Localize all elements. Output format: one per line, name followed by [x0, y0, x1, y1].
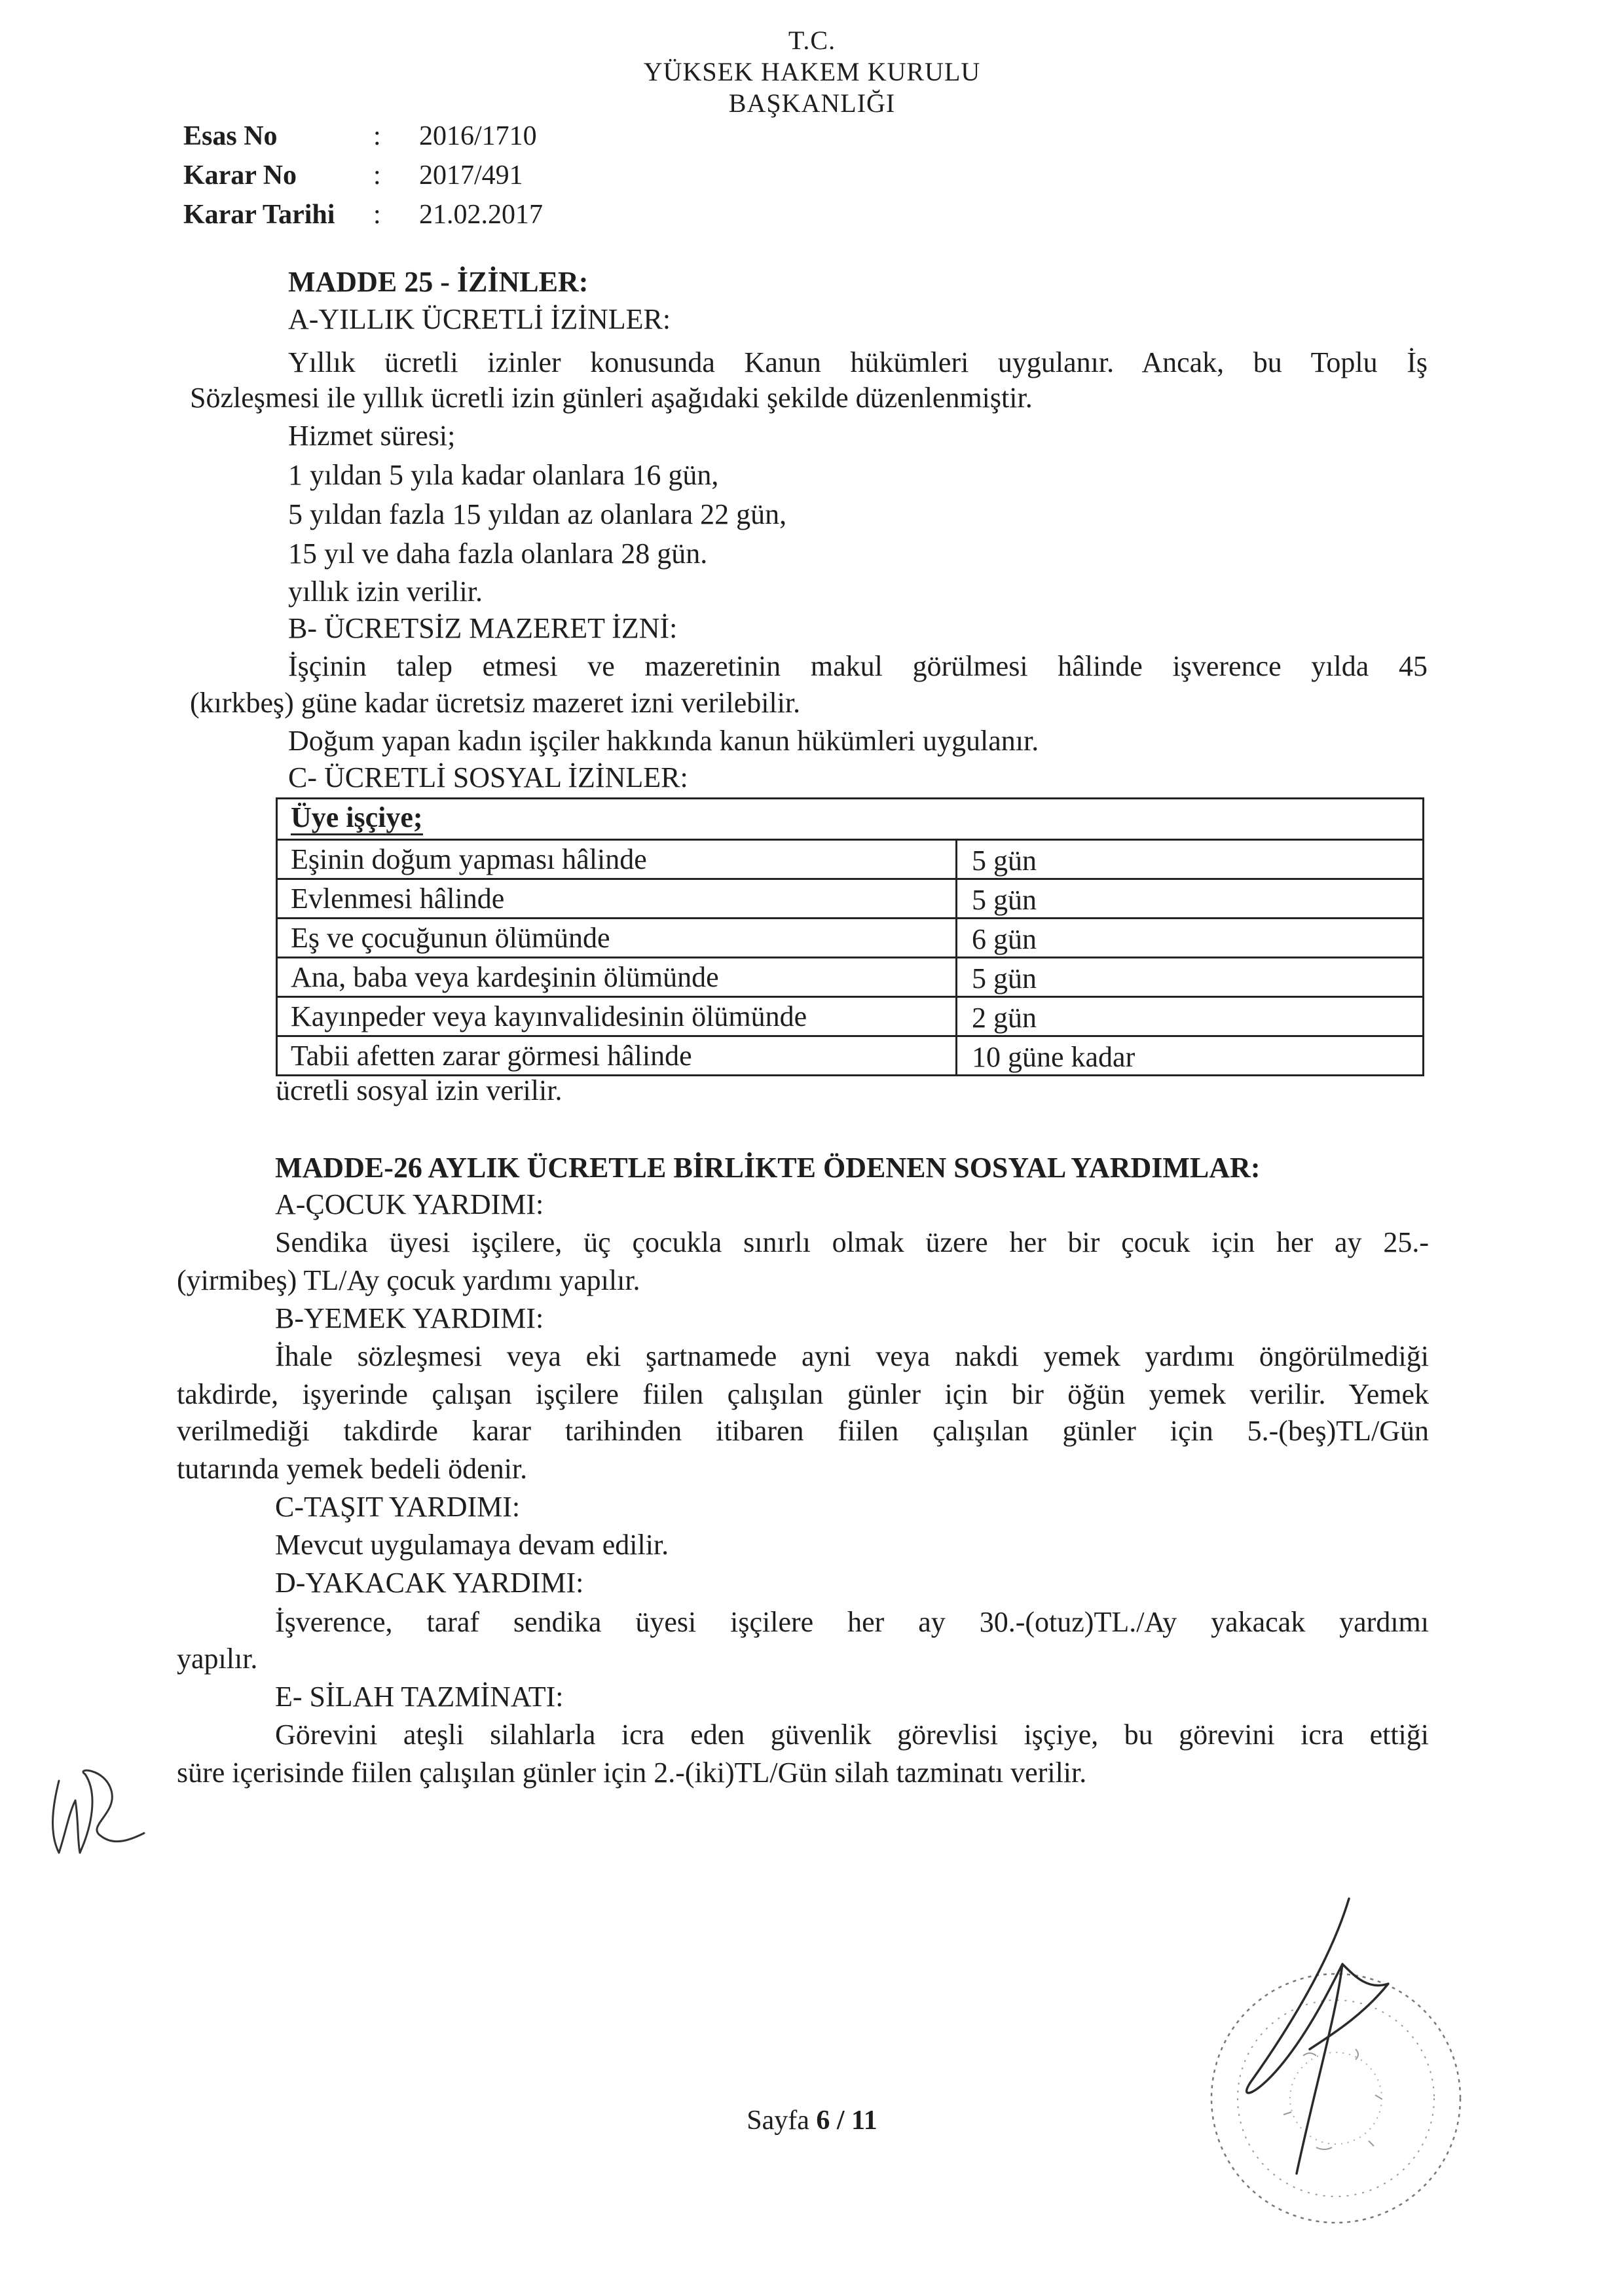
table-header: Üye işçiye;: [278, 799, 423, 839]
article-25-b-paragraph-2: Doğum yapan kadın işçiler hakkında kanun hükümleri uygulanır.: [288, 725, 1039, 757]
article-25-b-title: B- ÜCRETSİZ MAZERET İZNİ:: [288, 612, 678, 644]
page-count: 6 / 11: [816, 2105, 877, 2136]
table-cell-days: 6 gün: [972, 923, 1037, 955]
table-row: [278, 917, 1422, 957]
social-leave-table: [276, 797, 1424, 1076]
article-26-d-line1: İşverence, taraf sendika üyesi işçilere her ay 30.-(otuz)TL./Ay yakacak yardımı: [275, 1606, 1429, 1638]
header-presidency: BAŞKANLIĞI: [728, 88, 896, 118]
table-cell-event: Tabii afetten zarar görmesi hâlinde: [278, 1037, 957, 1074]
article-26-e-line1: Görevini ateşli silahlarla icra eden güvenlik görevlisi işçiye, bu görevini icra ettiği: [275, 1719, 1429, 1751]
article-26-e-title: E- SİLAH TAZMİNATI:: [275, 1681, 564, 1713]
leave-tier-3: 15 yıl ve daha fazla olanlara 28 gün.: [288, 538, 708, 570]
article-26-b-line3: verilmediği takdirde karar tarihinden itibaren fiilen çalışılan günler için 5.-(beş)TL/Gün: [177, 1415, 1429, 1447]
article-26-b-line2: takdirde, işyerinde çalışan işçilere fiilen çalışılan günler için bir öğün yemek verilir. Yemek: [177, 1378, 1429, 1410]
service-duration-label: Hizmet süresi;: [288, 420, 456, 452]
meta-esas: [183, 117, 543, 156]
table-cell-event: Kayınpeder veya kayınvalidesinin ölümünde: [278, 998, 957, 1035]
article-26-c-line1: Mevcut uygulamaya devam edilir.: [275, 1529, 669, 1561]
meta-sep: :: [373, 200, 381, 230]
table-cell-days: 2 gün: [972, 1002, 1037, 1034]
article-26-b-line4: tutarında yemek bedeli ödenir.: [177, 1453, 528, 1485]
table-row: [278, 1035, 1422, 1074]
article-26-e-line2: süre içerisinde fiilen çalışılan günler için 2.-(iki)TL/Gün silah tazminatı verilir.: [177, 1757, 1087, 1789]
leave-granted-line: yıllık izin verilir.: [288, 575, 483, 608]
leave-tier-2: 5 yıldan fazla 15 yıldan az olanlara 22 gün,: [288, 498, 787, 530]
meta-esas-value: 2016/1710: [419, 121, 537, 151]
table-cell-event: Eş ve çocuğunun ölümünde: [278, 919, 957, 957]
meta-esas-label: Esas No: [183, 121, 278, 151]
case-meta: [183, 117, 543, 234]
header-institution: YÜKSEK HAKEM KURULU: [643, 57, 981, 86]
table-cell-days: 5 gün: [972, 845, 1037, 877]
initials-signature: [39, 1755, 151, 1866]
article-26-a-line1: Sendika üyesi işçilere, üç çocukla sınırlı olmak üzere her bir çocuk için her ay 25.-: [275, 1226, 1429, 1258]
article-25-a-title: A-YILLIK ÜCRETLİ İZİNLER:: [288, 303, 671, 335]
article-25-c-title: C- ÜCRETLİ SOSYAL İZİNLER:: [288, 761, 688, 793]
article-26-c-title: C-TAŞIT YARDIMI:: [275, 1491, 521, 1523]
table-footnote: ücretli sosyal izin verilir.: [276, 1074, 563, 1106]
article-26-a-line2: (yirmibeş) TL/Ay çocuk yardımı yapılır.: [177, 1264, 640, 1296]
page-number: [0, 2105, 1624, 2136]
meta-karar-label: Karar No: [183, 160, 297, 191]
meta-tarih-label: Karar Tarihi: [183, 200, 335, 230]
meta-tarih-value: 21.02.2017: [419, 200, 543, 230]
article-26-b-title: B-YEMEK YARDIMI:: [275, 1302, 544, 1334]
table-cell-days: 10 güne kadar: [972, 1041, 1135, 1073]
article-26-title: MADDE-26 AYLIK ÜCRETLE BİRLİKTE ÖDENEN SOSYAL YARDIMLAR:: [275, 1152, 1261, 1184]
table-cell-days: 5 gün: [972, 962, 1037, 994]
article-25-a-paragraph-line1: Yıllık ücretli izinler konusunda Kanun hükümleri uygulanır. Ancak, bu Toplu İş: [288, 346, 1428, 378]
signature: [1231, 1886, 1428, 2193]
article-25-b-paragraph-line1: İşçinin talep etmesi ve mazeretinin makul görülmesi hâlinde işverence yılda 45: [288, 650, 1428, 682]
table-cell-days: 5 gün: [972, 884, 1037, 916]
article-26-d-line2: yapılır.: [177, 1643, 258, 1675]
table-row: [278, 957, 1422, 996]
table-row: [278, 839, 1422, 878]
leave-tier-1: 1 yıldan 5 yıla kadar olanlara 16 gün,: [288, 459, 719, 491]
table-row: [278, 878, 1422, 917]
table-cell-event: Evlenmesi hâlinde: [278, 880, 957, 917]
article-26-d-title: D-YAKACAK YARDIMI:: [275, 1567, 584, 1599]
meta-tarih: [183, 195, 543, 234]
page-prefix: Sayfa: [747, 2105, 809, 2136]
meta-karar: [183, 156, 543, 195]
article-26-a-title: A-ÇOCUK YARDIMI:: [275, 1188, 544, 1220]
article-25-b-paragraph-line2: (kırkbeş) güne kadar ücretsiz mazeret izni verilebilir.: [190, 687, 801, 719]
article-25-a-paragraph-line2: Sözleşmesi ile yıllık ücretli izin günleri aşağıdaki şekilde düzenlenmiştir.: [190, 382, 1033, 414]
meta-sep: :: [373, 121, 381, 151]
article-26-b-line1: İhale sözleşmesi veya eki şartnamede ayni veya nakdi yemek yardımı öngörülmediği: [275, 1340, 1429, 1372]
table-row: [278, 996, 1422, 1035]
table-cell-event: Eşinin doğum yapması hâlinde: [278, 841, 957, 878]
meta-sep: :: [373, 160, 381, 191]
table-cell-event: Ana, baba veya kardeşinin ölümünde: [278, 958, 957, 996]
article-25-title: MADDE 25 - İZİNLER:: [288, 266, 589, 298]
header-tc: T.C.: [788, 26, 836, 55]
meta-karar-value: 2017/491: [419, 160, 523, 191]
table-header-row: [278, 799, 1422, 839]
